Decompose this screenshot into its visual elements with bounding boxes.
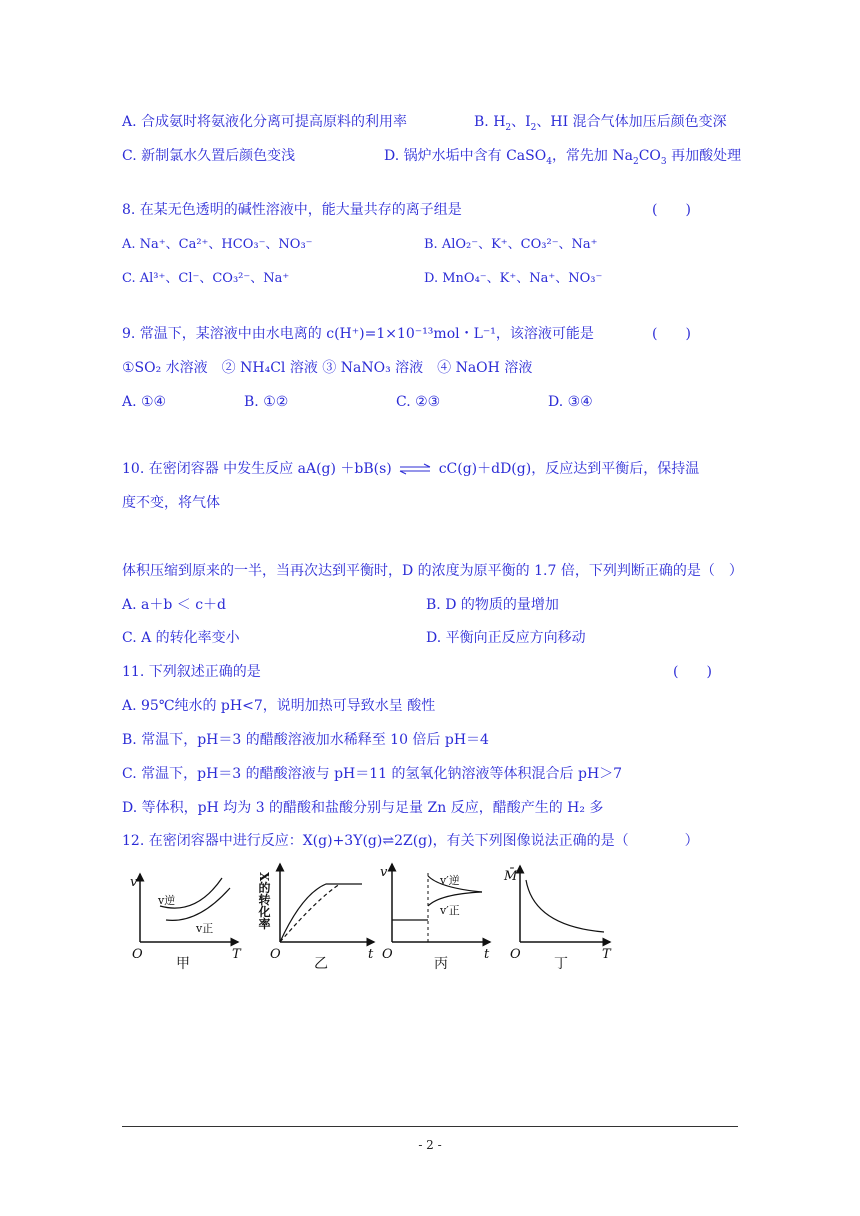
svg-text:O: O <box>510 947 521 962</box>
q8-option-a: A. Na⁺、Ca²⁺、HCO₃⁻、NO₃⁻ <box>122 237 313 252</box>
q11-option-d: D. 等体积，pH 均为 3 的醋酸和盐酸分别与足量 Zn 反应，醋酸产生的 H₂ 多 <box>122 800 604 816</box>
q9-answer-paren: ( ) <box>652 326 691 342</box>
q9-option-c: C. ②③ <box>396 394 441 410</box>
q9-items: ①SO₂ 水溶液 ② NH₄Cl 溶液 ③ NaNO₃ 溶液 ④ NaOH 溶液 <box>122 360 533 376</box>
q9-option-b: B. ①② <box>244 394 289 410</box>
graph-jia <box>126 858 246 977</box>
graph-jia-y-label: v <box>130 875 138 890</box>
q10-stem: 10. 在密闭容器 中发生反应 aA(g) ＋bB(s) cC(g)＋dD(g)，反应达到平衡后，保持温 <box>122 461 700 477</box>
q8-option-d: D. MnO₄⁻、K⁺、Na⁺、NO₃⁻ <box>424 271 603 286</box>
q12-stem: 12. 在密闭容器中进行反应：X(g)+3Y(g)⇌2Z(g)，有关下列图像说法正确的是（ ） <box>122 833 699 849</box>
graph-yi-x-label: t <box>368 947 374 962</box>
graph-jia-curve2-label: v正 <box>196 922 214 935</box>
q10-option-c: C. A 的转化率变小 <box>122 630 240 646</box>
graph-yi <box>257 858 378 977</box>
q9-option-a: A. ①④ <box>122 394 167 410</box>
q9-stem: 9. 常温下，某溶液中由水电离的 c(H⁺)=1×10⁻¹³mol・L⁻¹，该溶液可能是 <box>122 326 594 342</box>
graph-yi-caption: 乙 <box>314 956 328 972</box>
graph-bing-x-label: t <box>484 947 490 962</box>
graph-bing-caption: 丙 <box>434 956 448 972</box>
q10-option-d: D. 平衡向正反应方向移动 <box>426 630 586 646</box>
graph-jia-caption: 甲 <box>176 956 190 972</box>
q8-option-b: B. AlO₂⁻、K⁺、CO₃²⁻、Na⁺ <box>424 237 598 252</box>
graph-ding-caption: 丁 <box>554 956 568 972</box>
footer-divider <box>122 1126 738 1127</box>
q10-option-b: B. D 的物质的量增加 <box>426 597 559 613</box>
equilibrium-arrow-icon <box>398 463 432 475</box>
q11-option-a: A. 95℃纯水的 pH<7，说明加热可导致水呈 酸性 <box>122 698 436 714</box>
q11-option-c: C. 常温下，pH＝3 的醋酸溶液与 pH＝11 的氢氧化钠溶液等体积混合后 pH＞7 <box>122 766 623 782</box>
q8-answer-paren: ( ) <box>652 202 691 218</box>
q9-option-d: D. ③④ <box>548 394 593 410</box>
q8-option-c: C. Al³⁺、Cl⁻、CO₃²⁻、Na⁺ <box>122 271 290 286</box>
graph-ding <box>504 858 616 977</box>
q7-option-c: C. 新制氯水久置后颜色变浅 <box>122 148 296 164</box>
graph-bing-curve2-label: v′正 <box>440 904 460 917</box>
svg-text:O: O <box>270 947 281 962</box>
q7-option-a: A. 合成氨时将氨液化分离可提高原料的利用率 <box>122 114 408 130</box>
q10-option-a: A. a＋b ＜ c＋d <box>122 597 227 613</box>
svg-text:O: O <box>382 947 393 962</box>
graph-ding-y-label: M̄ <box>504 869 518 884</box>
q7-option-d: D. 锅炉水垢中含有 CaSO$_4$，常先加 $Na_2CO_3$ 再加酸处理 <box>384 148 742 167</box>
q10-stem-line2: 度不变，将气体 <box>122 495 220 511</box>
graph-jia-curve1-label: v逆 <box>158 894 176 907</box>
graph-bing <box>378 858 496 977</box>
q11-answer-paren: ( ) <box>673 664 712 680</box>
graph-bing-y-label: v <box>380 865 388 880</box>
svg-text:O: O <box>132 947 143 962</box>
q11-option-b: B. 常温下，pH＝3 的醋酸溶液加水稀释至 10 倍后 pH＝4 <box>122 732 489 748</box>
q8-stem: 8. 在某无色透明的碱性溶液中，能大量共存的离子组是 <box>122 202 462 218</box>
graph-bing-curve1-label: v′逆 <box>440 874 460 887</box>
page-number: - 2 - <box>418 1138 442 1152</box>
graph-jia-x-label: T <box>232 947 241 962</box>
graph-yi-y-label: X的转化率 <box>257 872 271 930</box>
q7-option-b: B. $H_2$、$I_2$、HI 混合气体加压后颜色变深 <box>474 114 727 133</box>
q10-stem-line3: 体积压缩到原来的一半，当再次达到平衡时，D 的浓度为原平衡的 1.7 倍，下列判断正确的是（ ） <box>122 563 743 579</box>
graph-ding-x-label: T <box>602 947 611 962</box>
q11-stem: 11. 下列叙述正确的是 <box>122 664 261 680</box>
